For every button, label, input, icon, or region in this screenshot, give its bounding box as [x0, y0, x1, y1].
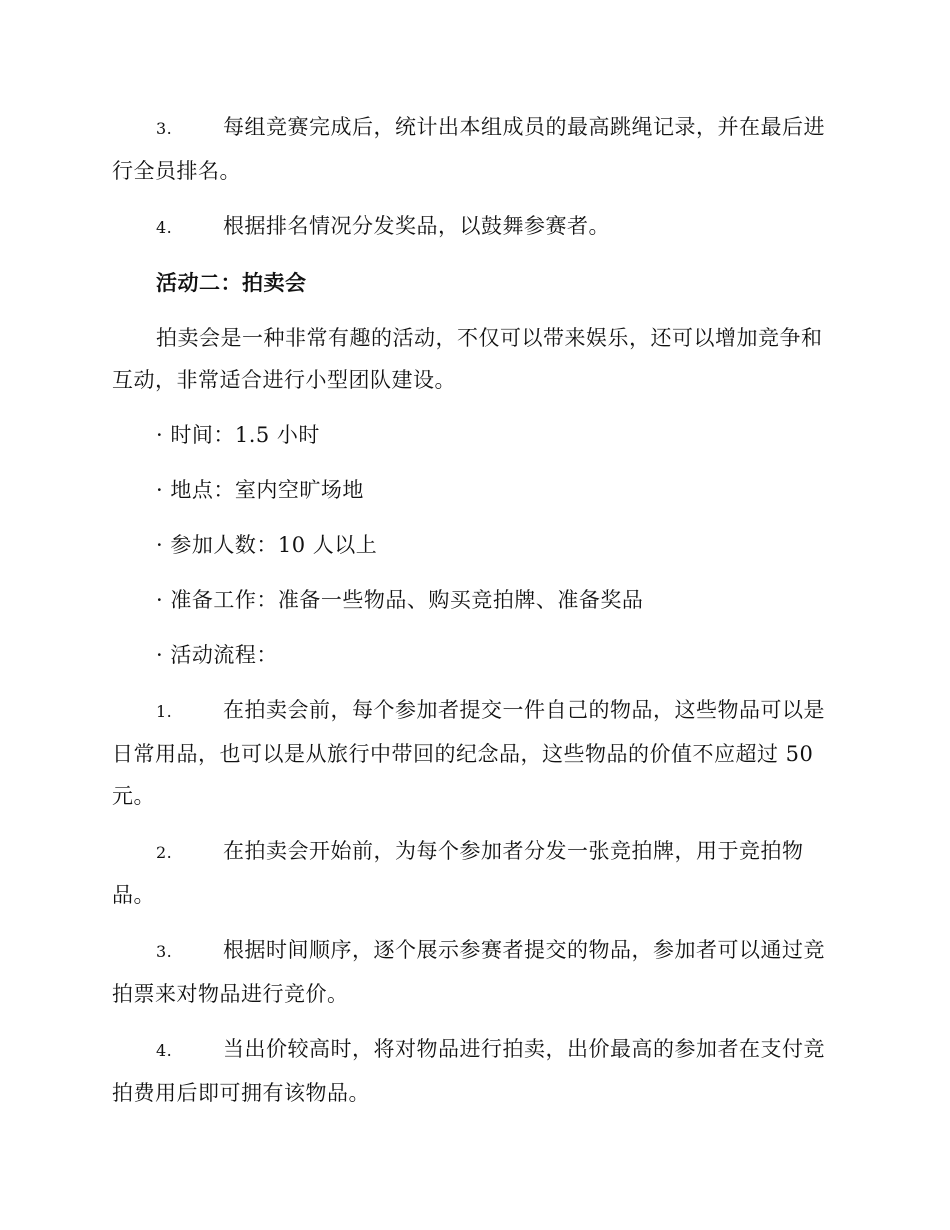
section-heading: 活动二：拍卖会: [156, 271, 307, 295]
list-number: 3.: [156, 119, 173, 138]
list-item: [112, 689, 834, 817]
list-item: [112, 205, 834, 249]
list-number: 4.: [156, 1041, 173, 1060]
bullet-process: · 活动流程：: [156, 643, 278, 667]
intro-paragraph: 拍卖会是一种非常有趣的活动，不仅可以带来娱乐，还可以增加竞争和互动，非常适合进行小型团队建设。: [112, 326, 823, 392]
list-text: 当出价较高时，将对物品进行拍卖，出价最高的参加者在支付竞拍费用后即可拥有该物品。: [112, 1037, 825, 1105]
list-text: 每组竞赛完成后，统计出本组成员的最高跳绳记录，并在最后进行全员排名。: [112, 115, 825, 183]
document-page: [112, 106, 834, 1127]
list-text: 根据时间顺序，逐个展示参赛者提交的物品，参加者可以通过竞拍票来对物品进行竞价。: [112, 938, 825, 1006]
list-number: 1.: [156, 702, 173, 721]
bullet-participants: · 参加人数：10 人以上: [156, 533, 378, 557]
bullet-preparation: · 准备工作：准备一些物品、购买竞拍牌、准备奖品: [156, 588, 644, 612]
bullet-location: · 地点：室内空旷场地: [156, 478, 364, 502]
list-text: 根据排名情况分发奖品，以鼓舞参赛者。: [223, 214, 610, 238]
list-item: [112, 106, 834, 192]
list-text: 在拍卖会开始前，为每个参加者分发一张竞拍牌，用于竞拍物品。: [112, 839, 804, 907]
list-item: [112, 830, 834, 916]
bullet-time: · 时间：1.5 小时: [156, 423, 320, 447]
list-number: 2.: [156, 843, 173, 862]
list-number: 4.: [156, 218, 173, 237]
list-item: [112, 1028, 834, 1114]
list-text: 在拍卖会前，每个参加者提交一件自己的物品，这些物品可以是日常用品，也可以是从旅行中带回的纪念品，这些物品的价值不应超过 50 元。: [112, 698, 825, 808]
list-number: 3.: [156, 942, 173, 961]
list-item: [112, 929, 834, 1015]
